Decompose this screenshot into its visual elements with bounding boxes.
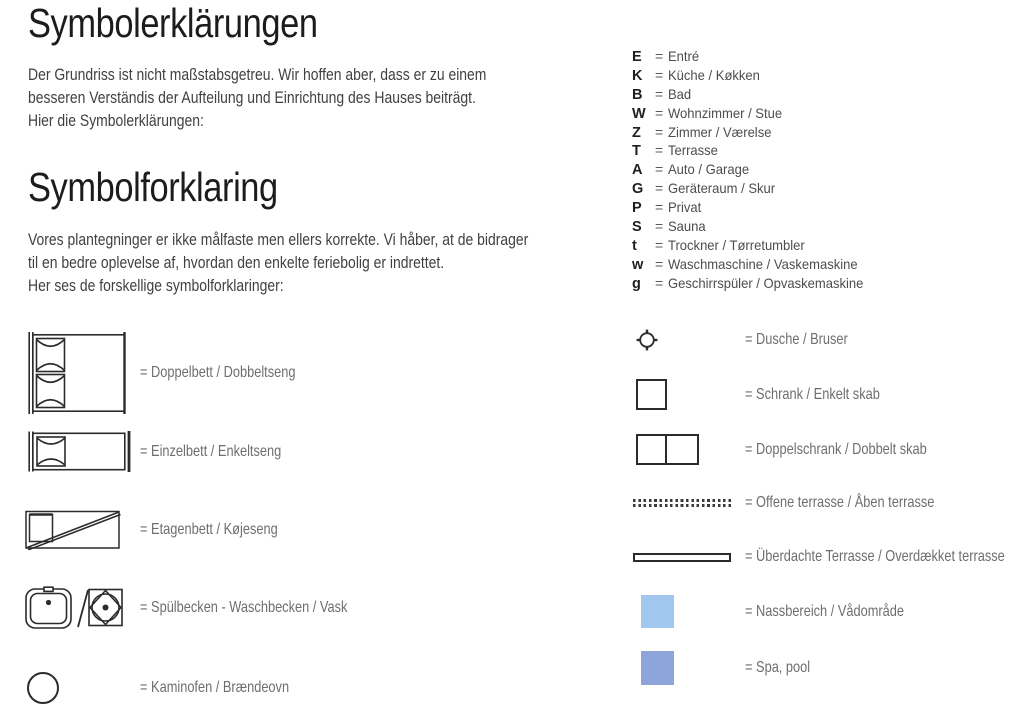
equals-sign: = <box>655 48 664 64</box>
legend-row-covered-terrace <box>632 548 1024 565</box>
single-cabinet-icon <box>632 379 745 410</box>
dotted-row <box>633 499 731 502</box>
wet-area-icon <box>632 595 745 628</box>
code-row-bad <box>632 86 878 105</box>
code-meaning: Privat <box>668 199 702 216</box>
code-letter: A <box>632 162 643 179</box>
sink-washbasin-label: = Spülbecken - Waschbecken / Vask <box>140 599 348 616</box>
intro-da-line-3: Her ses de forskellige symbolforklaringer: <box>28 276 284 295</box>
intro-da-line-2: til en bedre oplevelse af, hvordan den enkelte feriebolig er indrettet. <box>28 253 445 272</box>
equals-sign: = <box>655 66 664 83</box>
code-row-waschmaschine <box>632 256 878 275</box>
spa-pool-icon <box>632 651 745 685</box>
code-meaning: Entré <box>668 48 700 64</box>
equals-sign: = <box>655 161 664 178</box>
code-row-privat <box>632 199 878 218</box>
code-row-geraeteraum <box>632 180 878 199</box>
code-meaning: Geschirrspüler / Opvaskemaskine <box>668 274 864 291</box>
code-meaning: Auto / Garage <box>668 161 750 178</box>
equals-sign: = <box>655 199 664 216</box>
covered-terrace-icon <box>632 553 745 562</box>
single-cabinet-label: = Schrank / Enkelt skab <box>745 385 880 403</box>
equals-sign: = <box>655 218 664 235</box>
intro-da-line-1: Vores plantegninger er ikke målfaste men ellers korrekte. Vi håber, at de bidrager <box>28 230 529 249</box>
code-meaning: Sauna <box>668 218 706 235</box>
code-letter: Z <box>632 124 641 141</box>
covered-terrace-label: = Überdachte Terrasse / Overdækket terrasse <box>745 548 1005 565</box>
code-meaning: Terrasse <box>668 142 718 159</box>
title-de-text: Symbolerklärungen <box>28 0 318 46</box>
shower-label: = Dusche / Bruser <box>745 331 848 348</box>
intro-de-line-2: besseren Verständis der Aufteilung und Einrichtung des Hauses beiträgt. <box>28 88 476 107</box>
legend-row-single-cabinet <box>632 379 914 410</box>
code-meaning: Trockner / Tørretumbler <box>668 236 805 253</box>
code-row-entre <box>632 48 878 67</box>
title-da-text: Symbolforklaring <box>28 164 278 210</box>
code-row-trockner <box>632 237 878 256</box>
intro-de-line-1: Der Grundriss ist nicht maßstabsgetreu. Wir hoffen aber, dass er zu einem <box>28 65 487 84</box>
legend-row-bunk-bed <box>25 509 312 550</box>
code-letter: G <box>632 181 644 198</box>
bunk-bed-label: = Etagenbett / Køjeseng <box>140 520 278 538</box>
equals-sign: = <box>655 85 664 102</box>
code-row-kueche <box>632 67 878 86</box>
wood-stove-icon <box>26 671 140 705</box>
code-row-wohnzimmer <box>632 105 878 124</box>
equals-sign: = <box>655 236 664 253</box>
code-letter: W <box>632 105 646 122</box>
dotted-row <box>633 504 731 507</box>
code-letter: P <box>632 200 642 217</box>
double-bed-icon <box>28 332 140 414</box>
open-terrace-label: = Offene terrasse / Åben terrasse <box>745 494 935 511</box>
equals-sign: = <box>655 142 664 159</box>
legend-row-wet-area <box>632 595 944 628</box>
code-row-terrasse <box>632 142 878 161</box>
legend-row-spa-pool <box>632 651 826 685</box>
single-bed-label: = Einzelbett / Enkeltseng <box>140 442 282 460</box>
legend-row-sink <box>25 586 399 630</box>
code-row-geschirrspueler <box>632 275 878 294</box>
code-letter: E <box>632 49 642 65</box>
page-title-german <box>28 0 373 46</box>
equals-sign: = <box>655 255 664 272</box>
equals-sign: = <box>655 104 664 121</box>
code-row-sauna <box>632 218 878 237</box>
legend-row-shower <box>632 327 874 353</box>
double-bed-label: = Doppelbett / Dobbeltseng <box>140 364 296 381</box>
double-cabinet-icon <box>632 434 745 465</box>
wood-stove-label: = Kaminofen / Brændeovn <box>140 678 290 696</box>
legend-row-single-bed <box>28 431 317 472</box>
spa-pool-label: = Spa, pool <box>745 659 811 676</box>
code-letter: t <box>632 237 637 254</box>
wet-area-label: = Nassbereich / Vådområde <box>745 602 905 620</box>
letter-code-legend <box>632 48 878 294</box>
code-letter: g <box>632 275 641 292</box>
code-letter: S <box>632 219 642 236</box>
legend-row-double-cabinet <box>632 434 972 465</box>
code-letter: w <box>632 256 644 273</box>
page-title-danish <box>28 164 325 210</box>
intro-german <box>28 63 587 132</box>
double-cabinet-label: = Doppelschrank / Dobbelt skab <box>745 440 927 458</box>
shower-icon <box>632 327 745 353</box>
equals-sign: = <box>655 180 664 197</box>
code-row-zimmer <box>632 124 878 143</box>
intro-danish <box>28 228 638 297</box>
legend-row-open-terrace <box>632 494 982 511</box>
code-letter: B <box>632 86 643 103</box>
cabinet-divider <box>638 436 667 463</box>
code-letter: T <box>632 143 641 160</box>
code-meaning: Bad <box>668 85 692 102</box>
bunk-bed-icon <box>25 509 140 550</box>
code-row-auto <box>632 161 878 180</box>
single-bed-icon <box>28 431 140 472</box>
code-meaning: Waschmaschine / Vaskemaskine <box>668 255 858 272</box>
sink-washbasin-icon <box>25 586 140 630</box>
legend-row-double-bed <box>28 332 334 414</box>
legend-row-wood-stove <box>26 671 326 704</box>
code-meaning: Küche / Køkken <box>668 66 760 83</box>
equals-sign: = <box>655 274 664 291</box>
open-terrace-icon <box>632 499 745 507</box>
code-meaning: Geräteraum / Skur <box>668 180 776 197</box>
equals-sign: = <box>655 123 664 140</box>
code-meaning: Zimmer / Værelse <box>668 123 772 140</box>
code-letter: K <box>632 67 643 84</box>
intro-de-line-3: Hier die Symbolerklärungen: <box>28 111 204 130</box>
code-meaning: Wohnzimmer / Stue <box>668 104 783 121</box>
